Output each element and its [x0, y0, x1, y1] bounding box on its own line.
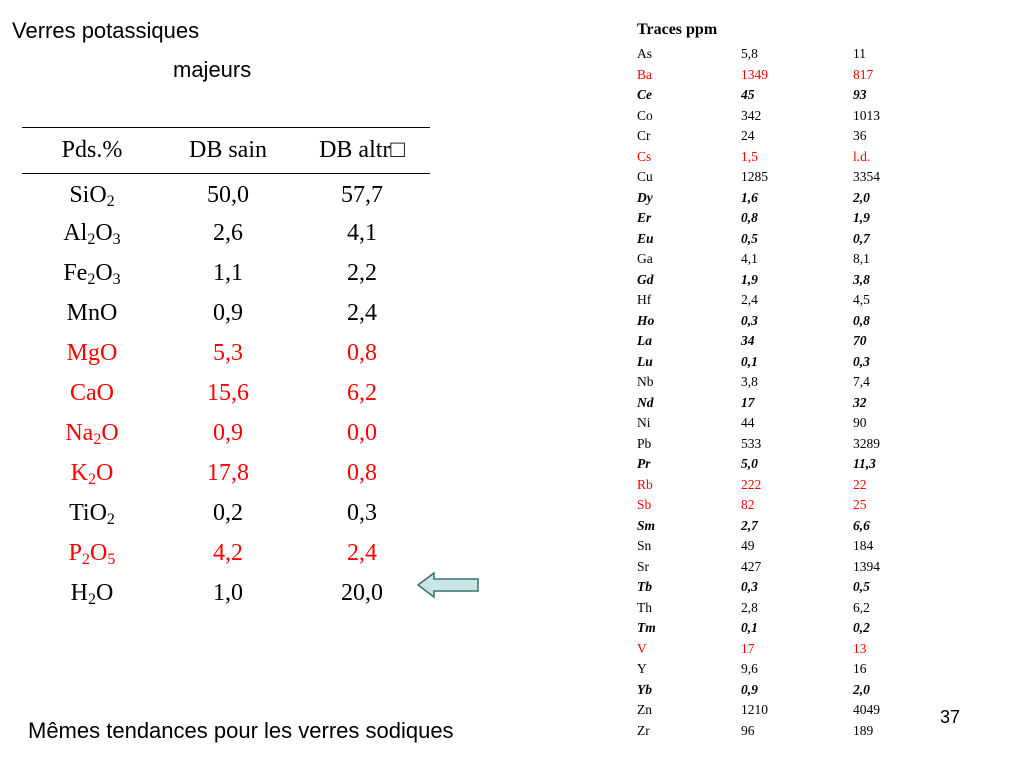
oxide-formula [22, 214, 162, 254]
value-sain: 34 [741, 333, 755, 348]
trace-row [637, 393, 933, 414]
value-sain: 82 [741, 497, 755, 512]
major-row [22, 574, 430, 614]
slide-subtitle: majeurs [173, 57, 252, 82]
value-sain: 1285 [741, 169, 768, 184]
slide-footer: Mêmes tendances pour les verres sodiques [28, 718, 454, 743]
trace-table-body [637, 44, 933, 741]
major-row [22, 494, 430, 534]
formula-symbol: Na [65, 420, 94, 446]
element-symbol: Sm [637, 517, 656, 533]
element-symbol: Cu [637, 169, 653, 184]
value-sain: 4,2 [213, 540, 243, 566]
formula-subscript: 2 [88, 471, 96, 488]
oxide-formula [22, 294, 162, 334]
oxide-formula [22, 534, 162, 574]
value-sain: 342 [741, 107, 762, 123]
element-symbol: Cs [637, 148, 652, 164]
trace-row [637, 618, 933, 639]
trace-row [637, 352, 933, 373]
value-sain: 3,8 [741, 374, 758, 389]
element-symbol: Nd [637, 394, 654, 410]
element-symbol: Rb [637, 476, 653, 492]
value-altere: 2,4 [347, 540, 377, 566]
value-altere: 0,3 [853, 353, 870, 369]
formula-symbol: P [68, 540, 82, 566]
element-symbol: Nb [637, 374, 654, 389]
oxide-formula [22, 454, 162, 494]
value-altere: 189 [853, 722, 874, 738]
value-sain: 96 [741, 722, 755, 738]
traces-title: Traces ppm [637, 21, 718, 38]
value-sain: 0,9 [213, 420, 243, 446]
formula-symbol: O [90, 540, 108, 566]
element-symbol: Ni [637, 415, 651, 430]
element-symbol: Gd [637, 271, 654, 287]
trace-row [637, 290, 933, 311]
element-symbol: Co [637, 107, 653, 123]
value-altere: 0,8 [347, 460, 377, 486]
value-sain: 1,6 [741, 189, 758, 205]
trace-row [637, 475, 933, 496]
formula-subscript: 2 [88, 591, 96, 608]
trace-row [637, 85, 933, 106]
oxide-formula [22, 574, 162, 614]
value-altere: 0,8 [853, 312, 870, 328]
value-sain: 1,1 [213, 260, 243, 286]
element-symbol: Cr [637, 128, 651, 143]
trace-row [637, 413, 933, 434]
value-altere: 0,5 [853, 579, 870, 594]
value-altere: 7,4 [853, 374, 870, 389]
trace-row [637, 680, 933, 701]
element-symbol: Ga [637, 251, 653, 266]
value-altere: 4,1 [347, 220, 377, 246]
trace-row [637, 106, 933, 127]
value-sain: 1,5 [741, 148, 758, 164]
element-symbol: Zr [637, 722, 650, 738]
major-row [22, 294, 430, 334]
page-number: 37 [940, 707, 961, 727]
value-altere: 2,2 [347, 260, 377, 286]
value-altere: 4049 [853, 702, 880, 717]
value-sain: 15,6 [207, 380, 249, 406]
major-row [22, 534, 430, 574]
value-sain: 0,1 [741, 620, 758, 635]
element-symbol: Sr [637, 558, 650, 574]
trace-row [637, 721, 933, 742]
formula-symbol: O [96, 460, 114, 486]
value-sain: 49 [741, 538, 755, 553]
header-db-sain: DB sain [189, 137, 267, 163]
oxide-formula [22, 494, 162, 534]
formula-symbol: CaO [70, 380, 114, 406]
value-sain: 2,4 [741, 292, 758, 307]
trace-row [637, 229, 933, 250]
element-symbol: Ba [637, 66, 652, 82]
formula-symbol: MnO [66, 300, 118, 326]
trace-row [637, 65, 933, 86]
major-row [22, 454, 430, 494]
formula-symbol: MgO [66, 340, 118, 366]
left-arrow-icon [416, 571, 480, 599]
formula-symbol: O [95, 220, 113, 246]
value-sain: 0,3 [741, 579, 758, 594]
element-symbol: Pr [637, 456, 651, 471]
value-altere: 1394 [853, 558, 880, 574]
trace-row [637, 454, 933, 475]
value-altere: 70 [853, 333, 867, 348]
formula-subscript: 3 [112, 231, 121, 248]
value-sain: 0,2 [213, 500, 243, 526]
value-sain: 17 [741, 394, 755, 410]
trace-row [637, 372, 933, 393]
value-altere: 1,9 [853, 210, 870, 225]
formula-subscript: 2 [106, 193, 115, 211]
trace-row [637, 659, 933, 680]
value-altere: 13 [853, 640, 867, 656]
value-altere: l.d. [853, 148, 871, 164]
value-sain: 9,6 [741, 661, 758, 676]
element-symbol: Sb [637, 497, 652, 512]
value-altere: 32 [853, 394, 867, 410]
value-sain: 0,8 [741, 210, 758, 225]
oxide-formula [22, 334, 162, 374]
element-symbol: Ho [637, 312, 655, 328]
value-sain: 45 [741, 87, 755, 102]
value-sain: 0,1 [741, 353, 758, 369]
formula-symbol: O [95, 260, 113, 286]
value-sain: 2,8 [741, 599, 758, 615]
formula-subscript: 2 [87, 231, 96, 248]
value-altere: 2,0 [853, 681, 870, 697]
value-sain: 44 [741, 415, 755, 430]
element-symbol: As [637, 46, 653, 61]
value-altere: 184 [853, 538, 874, 553]
formula-subscript: 2 [106, 511, 115, 528]
element-symbol: La [637, 333, 652, 348]
major-table-header [22, 128, 430, 174]
oxide-formula [22, 174, 162, 214]
element-symbol: Sn [637, 538, 652, 553]
value-sain: 0,3 [741, 312, 758, 328]
value-sain: 1210 [741, 702, 768, 717]
header-pds: Pds.% [61, 137, 123, 163]
formula-subscript: 3 [112, 271, 121, 288]
value-altere: 817 [853, 66, 874, 82]
oxide-formula [22, 254, 162, 294]
element-symbol: Hf [637, 292, 652, 307]
value-sain: 222 [741, 476, 762, 492]
formula-subscript: 2 [87, 271, 96, 288]
value-altere: 36 [853, 128, 867, 143]
value-altere: 57,7 [341, 182, 383, 209]
element-symbol: Er [637, 210, 652, 225]
formula-symbol: TiO [69, 500, 107, 526]
element-symbol: Dy [637, 189, 653, 205]
value-sain: 4,1 [741, 251, 758, 266]
value-altere: 2,4 [347, 300, 377, 326]
trace-row [637, 249, 933, 270]
value-sain: 17,8 [207, 460, 249, 486]
formula-symbol: Si [69, 182, 90, 209]
element-symbol: Th [637, 599, 652, 615]
formula-symbol: O [89, 182, 107, 209]
major-elements-table [22, 127, 430, 614]
trace-row [637, 311, 933, 332]
value-sain: 5,8 [741, 46, 758, 61]
trace-row [637, 331, 933, 352]
value-altere: 0,7 [853, 230, 870, 246]
formula-subscript: 2 [93, 431, 102, 448]
trace-row [637, 147, 933, 168]
trace-row [637, 126, 933, 147]
formula-symbol: O [96, 580, 114, 606]
value-altere: 0,3 [347, 500, 377, 526]
value-sain: 5,3 [213, 340, 243, 366]
value-altere: 90 [853, 415, 867, 430]
value-sain: 0,5 [741, 230, 758, 246]
trace-row [637, 208, 933, 229]
trace-row [637, 270, 933, 291]
value-sain: 427 [741, 558, 762, 574]
major-row [22, 214, 430, 254]
value-altere: 6,2 [347, 380, 377, 406]
value-altere: 25 [853, 497, 867, 512]
trace-row [637, 700, 933, 721]
value-altere: 4,5 [853, 292, 870, 307]
value-altere: 1013 [853, 107, 880, 123]
formula-symbol: Al [63, 220, 88, 246]
value-altere: 0,2 [853, 620, 870, 635]
trace-row [637, 434, 933, 455]
trace-row [637, 188, 933, 209]
value-altere: 3,8 [853, 271, 870, 287]
value-sain: 17 [741, 640, 755, 656]
major-row [22, 174, 430, 214]
element-symbol: Lu [637, 353, 653, 369]
trace-row [637, 516, 933, 537]
trace-row [637, 577, 933, 598]
major-row [22, 334, 430, 374]
value-altere: 6,6 [853, 517, 870, 533]
value-altere: 2,0 [853, 189, 870, 205]
value-altere: 93 [853, 87, 867, 102]
value-altere: 11 [853, 46, 866, 61]
element-symbol: Tb [637, 579, 652, 594]
value-altere: 11,3 [853, 456, 876, 471]
value-sain: 5,0 [741, 456, 758, 471]
value-sain: 1,0 [213, 580, 243, 606]
element-symbol: Ce [637, 87, 652, 102]
major-row [22, 374, 430, 414]
trace-row [637, 639, 933, 660]
value-sain: 1,9 [741, 271, 758, 287]
major-row [22, 414, 430, 454]
header-db-altere: DB altr□ [319, 137, 405, 163]
value-altere: 22 [853, 476, 867, 492]
element-symbol: Zn [637, 702, 652, 717]
value-altere: 0,8 [347, 340, 377, 366]
slide-title: Verres potassiques [12, 18, 200, 43]
value-altere: 16 [853, 661, 867, 676]
value-sain: 24 [741, 128, 755, 143]
element-symbol: Tm [637, 620, 656, 635]
value-sain: 1349 [741, 66, 768, 82]
value-altere: 6,2 [853, 599, 870, 615]
formula-symbol: O [101, 420, 119, 446]
trace-row [637, 536, 933, 557]
formula-symbol: K [70, 460, 88, 486]
value-sain: 2,6 [213, 220, 243, 246]
value-altere: 3289 [853, 435, 880, 451]
element-symbol: Y [637, 661, 647, 676]
trace-row [637, 495, 933, 516]
value-altere: 3354 [853, 169, 880, 184]
formula-subscript: 2 [82, 551, 90, 568]
oxide-formula [22, 374, 162, 414]
formula-symbol: Fe [63, 260, 88, 286]
element-symbol: Pb [637, 435, 652, 451]
value-altere: 0,0 [347, 420, 377, 446]
formula-subscript: 5 [107, 551, 116, 568]
trace-row [637, 167, 933, 188]
trace-row [637, 557, 933, 578]
value-sain: 50,0 [207, 182, 249, 209]
value-altere: 8,1 [853, 251, 870, 266]
value-sain: 0,9 [213, 300, 243, 326]
element-symbol: Yb [637, 681, 652, 697]
value-altere: 20,0 [341, 580, 383, 606]
oxide-formula [22, 414, 162, 454]
trace-elements-table [637, 44, 933, 741]
element-symbol: Eu [637, 230, 654, 246]
trace-row [637, 598, 933, 619]
value-sain: 533 [741, 435, 762, 451]
trace-row [637, 44, 933, 65]
value-sain: 2,7 [741, 517, 758, 533]
value-sain: 0,9 [741, 681, 758, 697]
major-table-body [22, 174, 430, 614]
formula-symbol: H [70, 580, 88, 606]
major-row [22, 254, 430, 294]
element-symbol: V [637, 640, 647, 656]
